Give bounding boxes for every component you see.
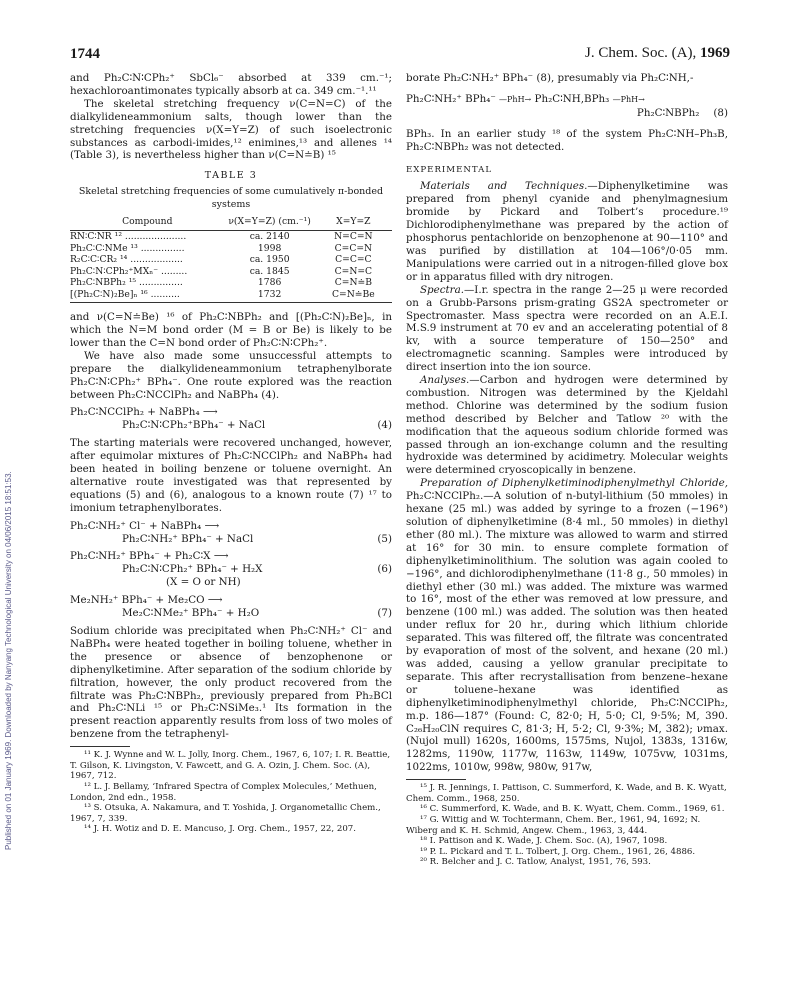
equation-number: (8)	[713, 106, 728, 119]
paragraph-lead: Materials and Techniques.	[420, 180, 588, 193]
paragraph-lead: Spectra.	[420, 283, 464, 296]
footnotes	[406, 783, 728, 868]
table-cell: N=C=N	[334, 231, 373, 243]
left-column	[70, 72, 392, 835]
equation-5	[70, 520, 392, 546]
table-cell: C=C=N	[334, 242, 373, 254]
right-column	[406, 72, 728, 868]
table-cell: 1732	[257, 288, 282, 300]
equation-line: Ph₂C∶NH₂⁺ BPh₄⁻ + NaCl	[122, 532, 254, 545]
equation-number: (4)	[377, 419, 392, 432]
equation-line: Ph₂C∶NH₂⁺ Cl⁻ + NaBPh₄ ⟶	[70, 519, 220, 532]
footnotes	[70, 750, 392, 835]
equation-condition: (X = O or NH)	[166, 576, 241, 589]
journal-name: J. Chem. Soc. (A),	[585, 45, 700, 61]
paragraph	[406, 180, 728, 283]
table-cell: Ph₂C∶NBPh₂ ¹⁵ ...............	[70, 277, 183, 289]
footnote-separator	[406, 779, 466, 780]
table-cell: ca. 1950	[249, 254, 290, 266]
footnote: ¹⁹ P. L. Pickard and T. L. Tolbert, J. Org. Chem., 1961, 26, 4886.	[420, 846, 696, 857]
download-watermark	[4, 150, 18, 850]
equation-part: Ph₂C∶NBPh₂	[636, 106, 700, 119]
footnote: ¹⁴ J. H. Wotiz and D. E. Mancuso, J. Org. Chem., 1957, 22, 207.	[84, 824, 356, 835]
paragraph-body: —Diphenylketimine was prepared from phenyl cyanide and phenylmagnesium bromide by Pickard and Tolbert’s procedure.¹⁹ Dichlorodiphenylmethane was prepared by the action of phosphorus pentachloride on benzophenone at 90—110° and was purified by distillation at 104—106°/0·05 mm. Manipulations were carried out in a nitrogen-filled glove box or in apparatus filled with dry nitrogen.	[406, 180, 728, 283]
table-cell: ca. 2140	[249, 231, 290, 243]
journal-header	[585, 45, 730, 62]
equation-number: (6)	[377, 563, 392, 576]
paragraph-body: —I.r. spectra in the range 2—25 μ were recorded on a Grubb-Parsons prism-grating GS2A spectrometer or Spectromaster. Mass spectra were recorded on an A.E.I. M.S.9 instrument at 70 ev and an accelerating potential of 8 kv, with a source temperature of 150—250° and electromagnetic scanning. Samples were introduced by direct insertion into the ion source.	[406, 283, 728, 374]
table-cell: C=N=C	[334, 265, 373, 277]
paragraph: The starting materials were recovered unchanged, however, after equimolar mixtures of Ph₂C∶NCClPh₂ and NaBPh₄ had been heated in boiling benzene or toluene overnight. An alternative route investigated was that represented by equations (5) and (6), analogous to a known route (7) ¹⁷ to imonium tetraphenylborates.	[70, 437, 392, 514]
equation-4	[70, 406, 392, 432]
watermark-text: Published on 01 January 1969. Downloaded by Nanyang Technological University on 04/06/2015 18:51:53.	[4, 471, 13, 850]
paragraph: The skeletal stretching frequency ν(C=N=C) of the dialkylideneammonium salts, though lower than the stretching frequencies ν(X=Y=Z) of such isoelectronic substances as carbodi-imides,¹² enimines,¹³ and allenes ¹⁴ (Table 3), is nevertheless higher than ν(C=N≐B) ¹⁵	[70, 97, 392, 162]
paragraph: borate Ph₂C∶NH₂⁺ BPh₄⁻ (8), presumably via Ph₂C∶NH,-	[406, 72, 694, 84]
table-row	[70, 266, 392, 278]
col-header-system: X=Y=Z	[336, 216, 371, 228]
table-row	[70, 254, 392, 266]
table-cell: 1998	[257, 242, 282, 254]
reaction-arrow: —PhH→	[499, 94, 532, 104]
footnote: ¹⁷ G. Wittig and W. Tochtermann, Chem. Ber., 1961, 94, 1692; N. Wiberg and K. H. Schmid, Angew. Chem., 1963, 3, 444.	[406, 814, 701, 836]
paragraph: BPh₃. In an earlier study ¹⁸ of the system Ph₂C∶NH–Ph₃B, Ph₂C∶NBPh₂ was not detected.	[406, 127, 728, 153]
table-3	[70, 215, 392, 303]
page-number: 1744	[70, 46, 100, 62]
footnote-separator	[70, 746, 130, 747]
table-caption: TABLE 3	[204, 170, 258, 182]
table-row	[70, 277, 392, 289]
paragraph-body: —Carbon and hydrogen were determined by combustion. Nitrogen was determined by the Kjeldahl method. Chlorine was determined by the sodium fusion method described by Belcher and Tatlow ²⁰ with the modification that the aqueous sodium chloride formed was passed through an ion-exchange column and the resulting hydroxide was determined by acidimetry. Molecular weights were determined cryoscopically in benzene.	[406, 374, 728, 477]
equation-line: Ph₂C∶N∶CPh₂⁺BPh₄⁻ + NaCl	[122, 419, 266, 432]
equation-line: Ph₂C∶N∶CPh₂⁺ BPh₄⁻ + H₂X	[122, 563, 263, 576]
equation-part: Ph₂C∶NH,BPh₃	[534, 92, 610, 105]
paragraph	[406, 284, 728, 374]
table-cell: ca. 1845	[249, 265, 290, 277]
table-cell: RN∶C∶NR ¹² .....................	[70, 231, 187, 243]
equation-line: Ph₂C∶NCClPh₂ + NaBPh₄ ⟶	[70, 406, 218, 419]
equation-7	[70, 594, 392, 620]
equation-number: (5)	[377, 532, 392, 545]
paragraph: and ν(C=N≐Be) ¹⁶ of Ph₂C∶NBPh₂ and [(Ph₂C∶N)₂Be]ₙ, in which the N=M bond order (M = B or Be) is likely to be lower than the C=N bond order of Ph₂C∶N∶CPh₂⁺.	[70, 311, 392, 349]
paragraph-body: Ph₂C∶NCClPh₂.—A solution of n-butyl-lithium (50 mmoles) in hexane (25 ml.) was added by syringe to a frozen (−196°) solution of diphenylketimine (8·4 ml., 50 mmoles) in diethyl ether (80 ml.). The mixture was allowed to warm and stirred at 16° for 30 min. to ensure complete formation of diphenylketiminolithium. The solution was again cooled to −196°, and dichlorodiphenylmethane (11·8 g., 50 mmoles) in diethyl ether (30 ml.) was added. The mixture was warmed to 16°, most of the ether was removed at low pressure, and benzene (100 ml.) was added. The solution was then heated under reflux for 20 hr., during which lithium chloride separated. This was filtered off, the filtrate was concentrated by evaporation of most of the solvent, and hexane (20 ml.) was added, causing a yellow granular precipitate to separate. This after recrystallisation from benzene–hexane or toluene–hexane was identified as diphenylketiminodiphenylmethyl chloride, Ph₂C∶NCClPh₂, m.p. 186—187° (Found: C, 82·0; H, 5·0; Cl, 9·5%; M, 390. C₂₆H₂₀ClN requires C, 81·3; H, 5·2; Cl, 9·3%; M, 382); νmax. (Nujol mull) 1620s, 1600ms, 1575ms, Nujol, 1383s, 1316w, 1282ms, 1190w, 1177w, 1163w, 1149w, 1075vw, 1031ms, 1022ms, 1010w, 998w, 980w, 917w,	[406, 490, 728, 774]
table-header-row	[70, 215, 392, 228]
table-cell: Ph₂C∶C∶NMe ¹³ ...............	[70, 242, 185, 254]
table-cell: C=N≐Be	[332, 288, 375, 300]
paragraph: We have also made some unsuccessful attempts to prepare the dialkylideneammonium tetraphenylborate Ph₂C∶N∶CPh₂⁺ BPh₄⁻. One route explored was the reaction between Ph₂C∶NCClPh₂ and NaBPh₄ (4).	[70, 349, 392, 401]
paragraph-lead: Analyses.	[420, 374, 470, 387]
footnote: ¹⁶ C. Summerford, K. Wade, and B. K. Wyatt, Chem. Comm., 1969, 61.	[420, 804, 725, 815]
col-header-compound: Compound	[122, 216, 173, 228]
table-row	[70, 243, 392, 255]
table-cell: R₂C∶C∶CR₂ ¹⁴ ..................	[70, 254, 183, 266]
paragraph: Sodium chloride was precipitated when Ph₂C∶NH₂⁺ Cl⁻ and NaBPh₄ were heated together in boiling toluene, whether in the presence or absence of benzophenone or diphenylketimine. After separation of the sodium chloride by filtration, however, the only product recovered from the filtrate was Ph₂C∶NBPh₂, previously prepared from Ph₂BCl and Ph₂C∶NLi ¹⁵ or Ph₂C∶NSiMe₃.¹ Its formation in the present reaction apparently results from loss of two moles of benzene from the tetraphenyl-	[70, 625, 392, 741]
journal-year: 1969	[700, 45, 730, 61]
col-header-frequency: ν(X=Y=Z) (cm.⁻¹)	[228, 216, 311, 228]
footnote: ²⁰ R. Belcher and J. C. Tatlow, Analyst, 1951, 76, 593.	[420, 857, 651, 868]
equation-part: Ph₂C∶NH₂⁺ BPh₄⁻	[406, 92, 496, 105]
table-subtitle: Skeletal stretching frequencies of some cumulatively π-bonded systems	[78, 186, 384, 211]
equation-number: (7)	[377, 607, 392, 620]
table-cell: C=N≐B	[334, 277, 372, 289]
paragraph	[406, 374, 728, 477]
footnote: ¹⁸ I. Pattison and K. Wade, J. Chem. Soc. (A), 1967, 1098.	[420, 836, 668, 847]
table-row	[70, 289, 392, 301]
table-cell: Ph₂C∶N∶CPh₂⁺MXₙ⁻ .........	[70, 265, 188, 277]
paragraph	[406, 477, 728, 774]
footnote: ¹³ S. Otsuka, A. Nakamura, and T. Yoshida, J. Organometallic Chem., 1967, 7, 339.	[70, 803, 381, 824]
table-cell: 1786	[257, 277, 282, 289]
paragraph-lead: Preparation of Diphenylketiminodiphenylmethyl Chloride,	[420, 477, 728, 490]
table-row	[70, 231, 392, 243]
footnote: ¹⁵ J. R. Jennings, I. Pattison, C. Summerford, K. Wade, and B. K. Wyatt, Chem. Comm., 1968, 250.	[406, 783, 727, 804]
reaction-arrow: —PhH→	[612, 94, 645, 104]
table-cell: C=C=C	[335, 254, 372, 266]
equation-8	[406, 93, 728, 120]
footnote: ¹¹ K. J. Wynne and W. L. Jolly, Inorg. Chem., 1967, 6, 107; I. R. Beattie, T. Gilson, K. Livingston, V. Fawcett, and G. A. Ozin, J. Chem. Soc. (A), 1967, 712.	[70, 750, 391, 782]
equation-line: Me₂NH₂⁺ BPh₄⁻ + Me₂CO ⟶	[70, 594, 223, 607]
equation-line: Me₂C∶NMe₂⁺ BPh₄⁻ + H₂O	[122, 607, 260, 620]
paragraph: and Ph₂C∶N∶CPh₂⁺ SbCl₆⁻ absorbed at 339 cm.⁻¹; hexachloroantimonates typically absorb at ca. 349 cm.⁻¹.¹¹	[70, 72, 392, 97]
footnote: ¹² L. J. Bellamy, ‘Infrared Spectra of Complex Molecules,’ Methuen, London, 2nd edn., 1958.	[70, 781, 377, 803]
equation-6	[70, 550, 392, 589]
section-heading: EXPERIMENTAL	[406, 164, 493, 175]
table-cell: [(Ph₂C∶N)₂Be]ₙ ¹⁶ ..........	[70, 288, 180, 300]
equation-line: Ph₂C∶NH₂⁺ BPh₄⁻ + Ph₂C∶X ⟶	[70, 550, 229, 563]
